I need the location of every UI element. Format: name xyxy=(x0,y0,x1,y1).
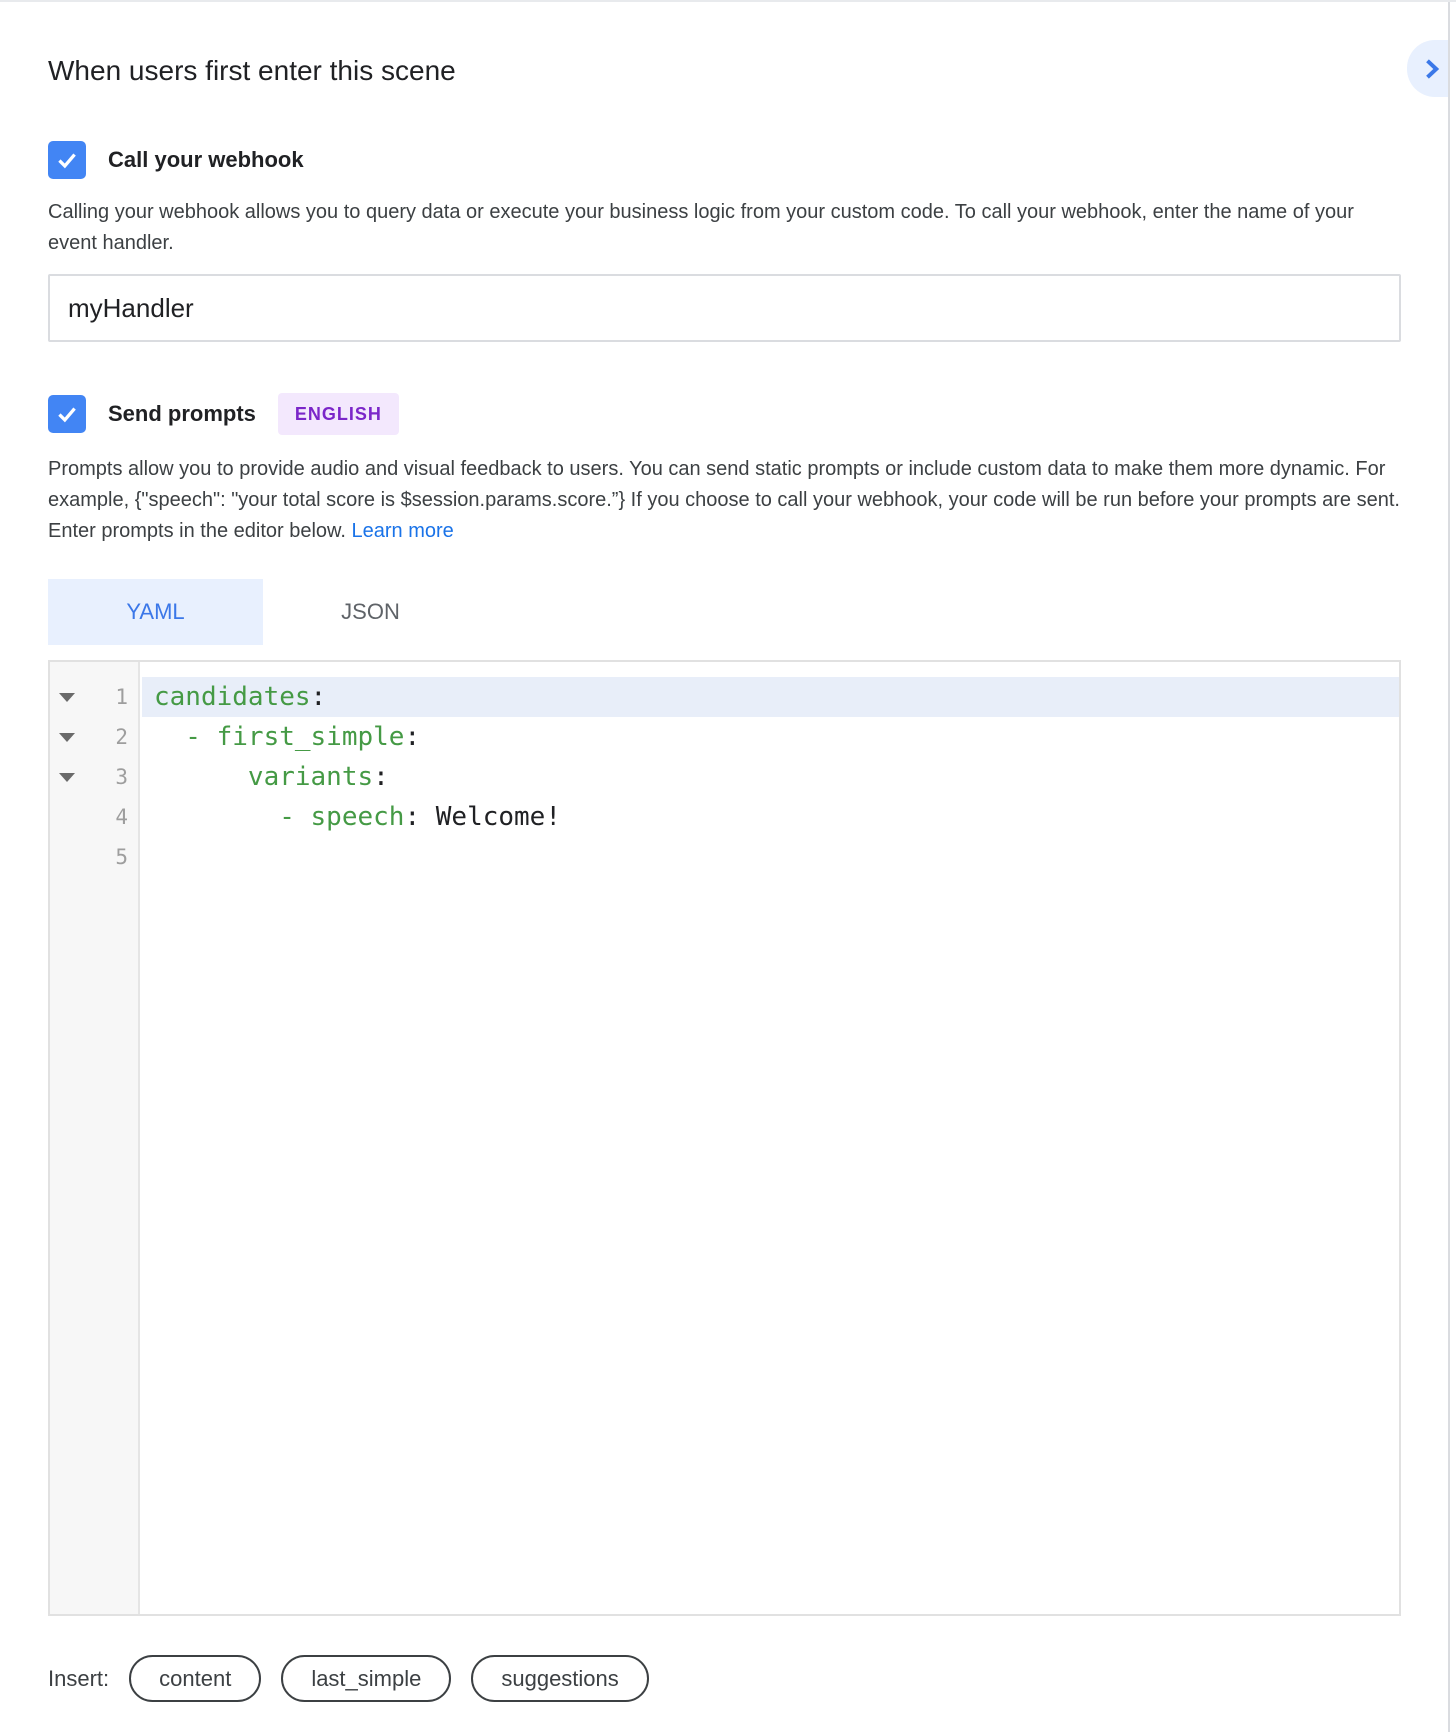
checkmark-icon xyxy=(54,147,80,173)
gutter-cell xyxy=(50,677,142,717)
fold-toggle-icon[interactable] xyxy=(59,733,75,742)
code-lines xyxy=(50,662,1399,877)
send-prompts-checkbox[interactable] xyxy=(48,395,86,433)
send-prompts-row xyxy=(48,393,1402,435)
event-handler-input[interactable] xyxy=(48,274,1401,342)
call-webhook-row xyxy=(48,141,1402,179)
gutter-cell xyxy=(50,717,142,757)
language-badge: ENGLISH xyxy=(278,393,399,435)
insert-chips xyxy=(129,1655,649,1702)
line-number: 1 xyxy=(115,685,128,709)
yaml-key-token: - first_simple xyxy=(154,722,405,752)
yaml-value-token: : xyxy=(373,762,389,792)
prompts-description xyxy=(48,454,1402,547)
line-number: 5 xyxy=(115,845,128,869)
code-text[interactable] xyxy=(142,797,1399,837)
yaml-value-token: : xyxy=(404,722,421,752)
panel-right-border xyxy=(1448,2,1450,1732)
gutter-cell xyxy=(50,797,142,837)
prompts-section xyxy=(48,393,1402,1702)
yaml-value-token: : Welcome! xyxy=(404,802,561,832)
code-text[interactable] xyxy=(142,837,1399,877)
line-number: 2 xyxy=(115,725,128,749)
fold-toggle-icon[interactable] xyxy=(59,693,75,702)
learn-more-link[interactable]: Learn more xyxy=(351,520,454,542)
webhook-description: Calling your webhook allows you to query data or execute your business logic from your custom code. To call your webhook, enter the name of your event handler. xyxy=(48,201,1354,254)
gutter-cell xyxy=(50,837,142,877)
call-webhook-checkbox[interactable] xyxy=(48,141,86,179)
insert-toolbar xyxy=(48,1655,1402,1702)
fold-toggle-icon[interactable] xyxy=(59,773,75,782)
line-number: 3 xyxy=(115,765,128,789)
yaml-key-token: variants xyxy=(154,762,374,792)
code-line[interactable] xyxy=(50,717,1399,757)
call-webhook-label: Call your webhook xyxy=(108,147,304,172)
collapse-panel-button[interactable] xyxy=(1407,40,1448,97)
prompt-code-editor[interactable] xyxy=(48,660,1401,1616)
code-text[interactable] xyxy=(142,717,1399,757)
prompts-description-text: Prompts allow you to provide audio and visual feedback to users. You can send static prompts or include custom data to make them more dynamic. For example, {"speech": "your total score is $session.params.score.”} If you choose to call your webhook, your code will be run before your prompts are sent. Enter prompts in the editor below. xyxy=(48,458,1400,542)
editor-format-tabs xyxy=(48,579,1402,645)
insert-chip-last_simple[interactable]: last_simple xyxy=(281,1655,451,1702)
insert-chip-content[interactable]: content xyxy=(129,1655,261,1702)
chevron-right-icon xyxy=(1417,55,1445,83)
code-text[interactable] xyxy=(142,757,1399,797)
insert-label: Insert: xyxy=(48,1665,110,1691)
code-line[interactable] xyxy=(50,797,1399,837)
code-line[interactable] xyxy=(50,757,1399,797)
gutter-cell xyxy=(50,757,142,797)
yaml-key-token: - speech xyxy=(154,802,405,832)
tab-yaml[interactable]: YAML xyxy=(48,579,263,645)
page-title: When users first enter this scene xyxy=(48,55,456,86)
code-line[interactable] xyxy=(50,837,1399,877)
send-prompts-label: Send prompts xyxy=(108,401,256,426)
code-line[interactable] xyxy=(50,677,1399,717)
yaml-key-token: candidates xyxy=(154,682,311,712)
tab-json[interactable]: JSON xyxy=(341,599,400,624)
yaml-value-token: : xyxy=(310,682,327,712)
line-number: 4 xyxy=(115,805,128,829)
insert-chip-suggestions[interactable]: suggestions xyxy=(471,1655,648,1702)
code-text[interactable] xyxy=(142,677,1399,717)
webhook-section xyxy=(48,141,1402,342)
checkmark-icon xyxy=(54,401,80,427)
